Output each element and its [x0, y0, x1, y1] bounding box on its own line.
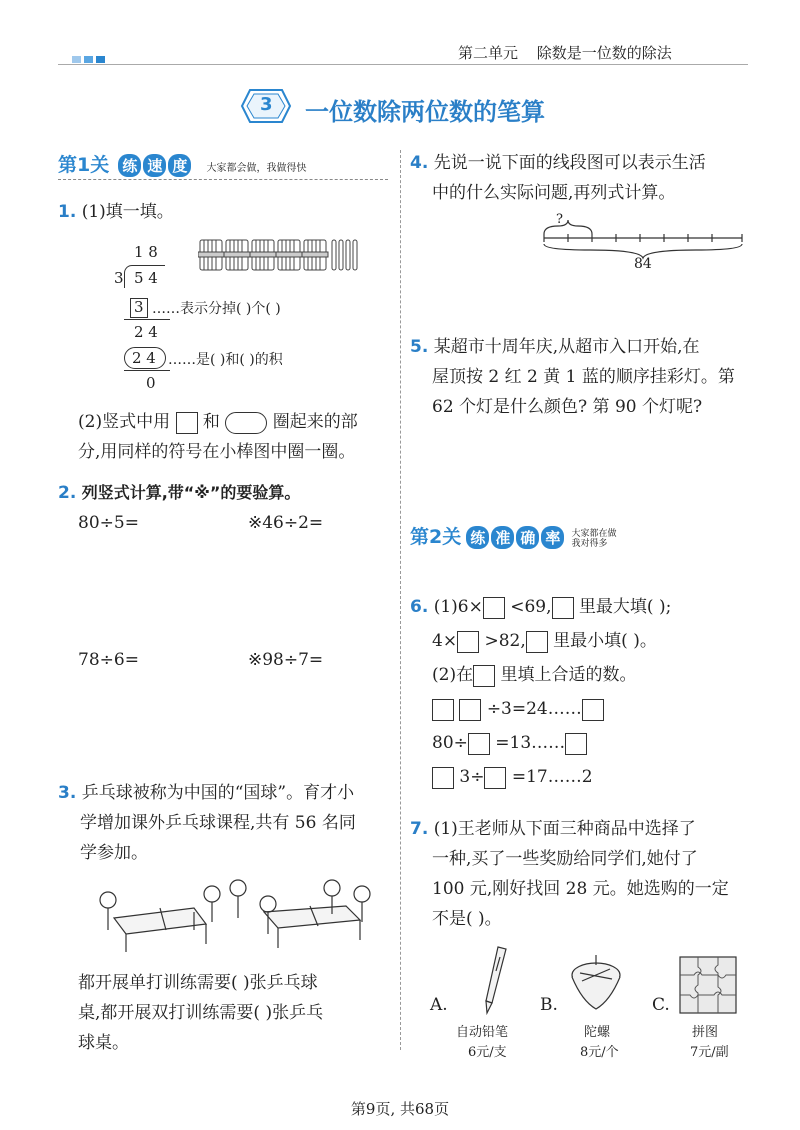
stick-bundles-image	[198, 236, 358, 280]
column-divider	[400, 150, 401, 1050]
answer-box[interactable]	[457, 631, 479, 653]
answer-box[interactable]	[432, 767, 454, 789]
answer-box[interactable]	[483, 597, 505, 619]
q1-long-division: 1 8 3 5 4 3 ……表示分掉( )个( ) 2 4 2 4 ……是( )和( )的积 0	[114, 243, 283, 392]
q2-item-3: 78÷6=	[78, 650, 139, 670]
section1-label: 第1关	[58, 154, 110, 176]
square-symbol	[176, 412, 198, 434]
q4-line-diagram: ? 84	[540, 212, 750, 276]
q2-item-2: ※46÷2=	[248, 513, 324, 533]
jigsaw-puzzle-icon	[678, 955, 738, 1015]
q2-item-4: ※98÷7=	[248, 650, 324, 670]
answer-box[interactable]	[432, 699, 454, 721]
ping-pong-illustration	[96, 878, 376, 962]
page-footer: 第9页, 共68页	[350, 1100, 450, 1118]
q4-question: 4. 先说一说下面的线段图可以表示生活 中的什么实际问题,再列式计算。	[410, 153, 706, 203]
answer-box[interactable]	[459, 699, 481, 721]
section1-note: 大家都会做，我做得快	[206, 163, 307, 174]
q7-question: 7. (1)王老师从下面三种商品中选择了 一种,买了一些奖励给同学们,她付了 100 元,刚好找回 28 元。她选购的一定 不是( )。	[410, 819, 729, 929]
q2-title: 2. 列竖式计算,带“※”的要验算。	[58, 483, 301, 503]
oval-symbol	[225, 412, 267, 434]
header-rule	[58, 64, 748, 65]
option-c[interactable]: C. 拼图 7元/副	[652, 945, 762, 1060]
section1-header: 第1关 练 速 度 大家都会做，我做得快	[58, 150, 388, 180]
pencil-icon	[480, 945, 510, 1015]
q6-question: 6. (1)6× <69, 里最大填( ); 4× >82, 里最小填( )。 (2)在 里填上合适的数。 ÷3=24…… 80÷ =13…… 3÷ =17……2	[410, 597, 672, 787]
answer-box[interactable]	[565, 733, 587, 755]
spinning-top-icon	[568, 953, 624, 1013]
q1-title: 1. (1)填一填。	[58, 202, 174, 222]
header-unit: 第二单元 除数是一位数的除法	[458, 44, 672, 62]
answer-box[interactable]	[582, 699, 604, 721]
q2-item-1: 80÷5=	[78, 513, 139, 533]
section2-header: 第2关 练 准 确 率 大家都在做 我对得多	[410, 526, 617, 549]
q1-part2: (2)竖式中用 和 圈起来的部 分,用同样的符号在小棒图中圈一圈。	[78, 412, 358, 462]
answer-box[interactable]	[484, 767, 506, 789]
answer-box[interactable]	[468, 733, 490, 755]
option-a[interactable]: A. 自动铅笔 6元/支	[430, 945, 540, 1060]
option-b[interactable]: B. 陀螺 8元/个	[540, 945, 650, 1060]
q3-answers: 都开展单打训练需要( )张乒乓球 桌,都开展双打训练需要( )张乒乓 球桌。	[78, 973, 324, 1053]
q3-question: 3. 乒乓球被称为中国的“国球”。育才小 学增加课外乒乓球课程,共有 56 名同 学参加。	[58, 783, 356, 863]
lesson-number-badge: 3	[240, 88, 292, 124]
lesson-title: 一位数除两位数的笔算	[305, 98, 545, 126]
q5-question: 5. 某超市十周年庆,从超市入口开始,在 屋顶按 2 红 2 黄 1 蓝的顺序挂彩灯。第 62 个灯是什么颜色? 第 90 个灯呢?	[410, 337, 735, 417]
